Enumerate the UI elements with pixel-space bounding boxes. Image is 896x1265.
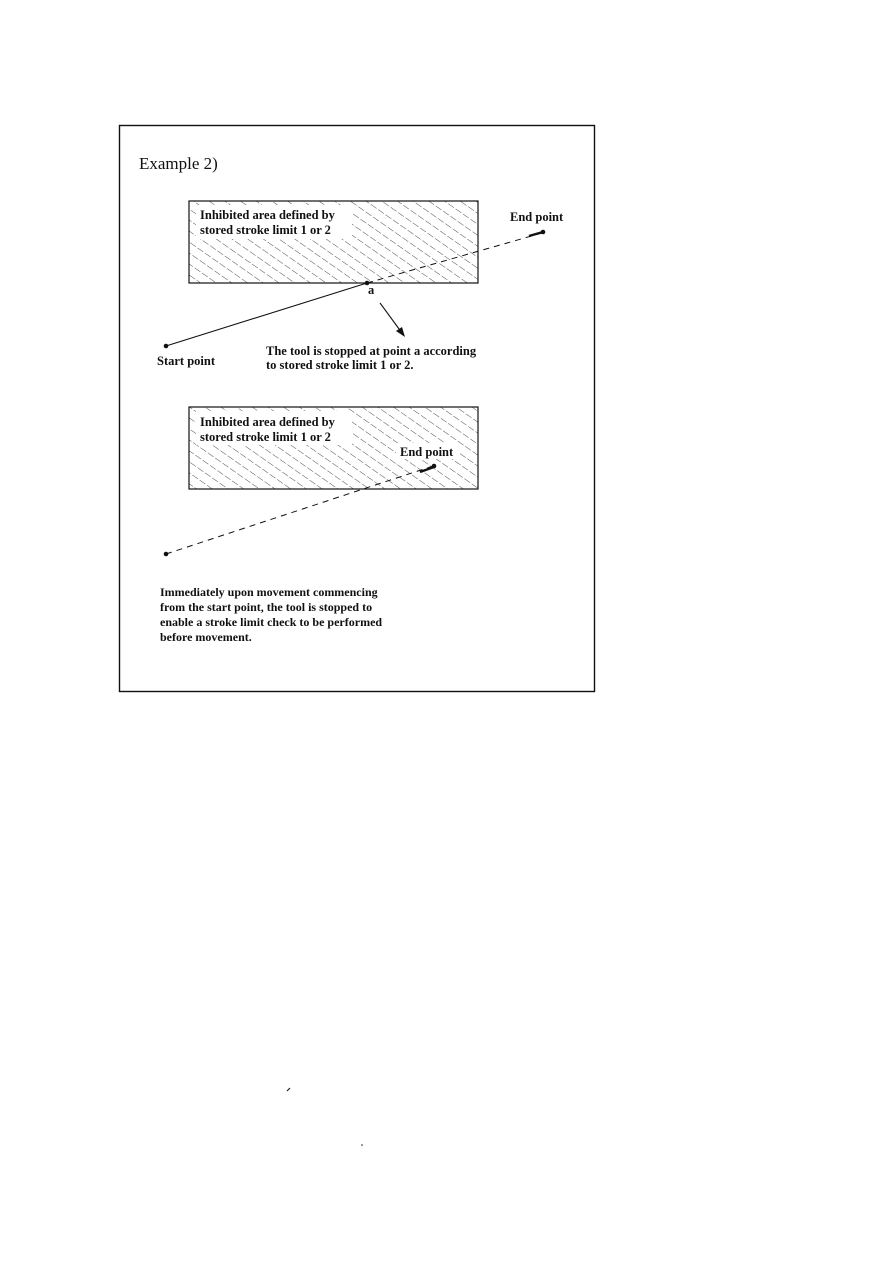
end-point-label-1: End point [510,210,564,224]
note-arrow-line [380,303,402,333]
figure-title: Example 2) [139,154,218,173]
immediate-stop-note-line1: Immediately upon movement commencing [160,585,378,599]
inhibited-area-1-label-line1: Inhibited area defined by [200,208,335,222]
start-point-dot-2 [164,552,169,557]
immediate-stop-note-line3: enable a stroke limit check to be performed [160,615,383,629]
end-point-dot-2 [432,464,437,469]
scan-speck [287,1088,290,1091]
note-arrow-head [396,327,405,337]
diagram-2 [160,407,478,644]
point-a-label: a [368,283,375,297]
start-point-dot-1 [164,344,169,349]
immediate-stop-note-line4: before movement. [160,630,252,644]
stop-note-line1: The tool is stopped at point a according [266,344,477,358]
immediate-stop-note-line2: from the start point, the tool is stopped to [160,600,373,614]
start-point-label: Start point [157,354,215,368]
inhibited-area-1-label-line2: stored stroke limit 1 or 2 [200,223,331,237]
path-solid-1 [166,283,367,346]
diagram-1 [157,201,564,372]
end-point-dot-1 [541,230,546,235]
stop-note-line2: to stored stroke limit 1 or 2. [266,358,414,372]
inhibited-area-2-label-line2: stored stroke limit 1 or 2 [200,430,331,444]
inhibited-area-2-label-line1: Inhibited area defined by [200,415,335,429]
end-point-label-2: End point [400,445,454,459]
scan-speck [361,1144,363,1146]
